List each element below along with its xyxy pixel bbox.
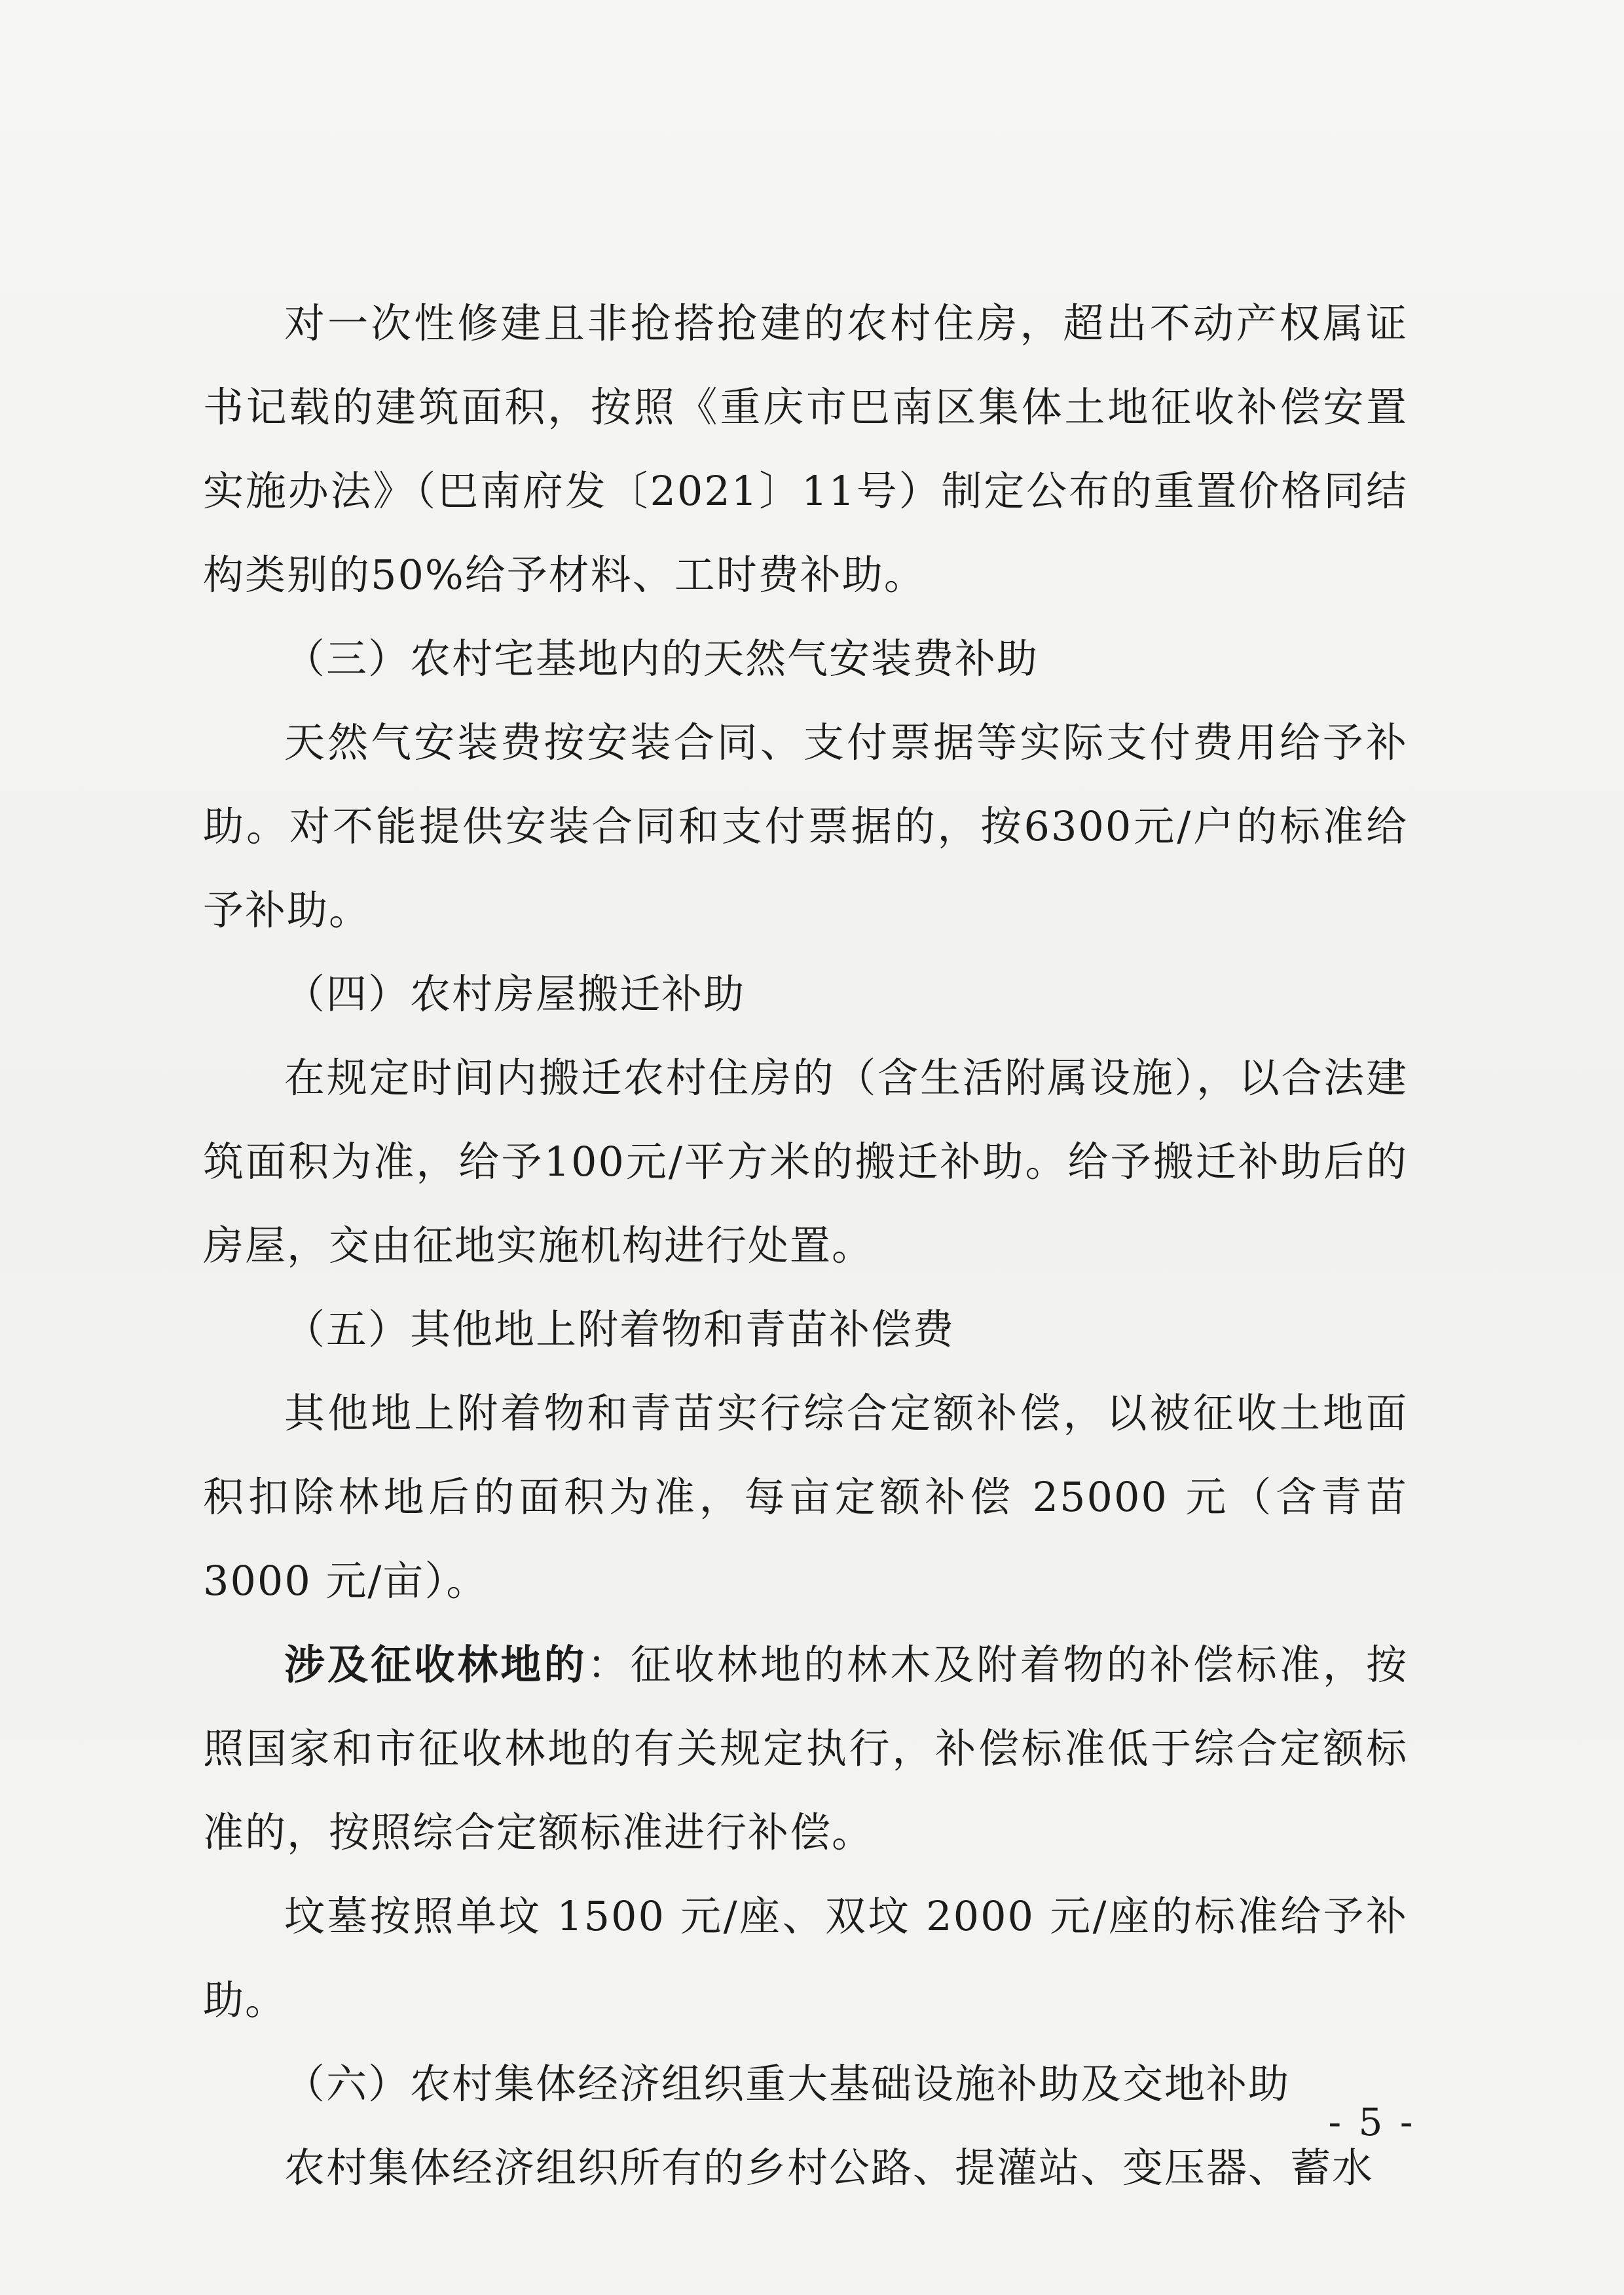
forest-land-lead: 涉及征收林地的 xyxy=(284,1641,587,1689)
paragraph-infrastructure-subsidy: 农村集体经济组织所有的乡村公路、提灌站、变压器、蓄水 xyxy=(284,2144,1375,2192)
page-number: - 5 - xyxy=(1328,2100,1416,2144)
document-body xyxy=(203,282,1408,2210)
paragraph-attachments-compensation: 其他地上附着物和青苗实行综合定额补偿，以被征收土地面积扣除林地后的面积为准，每亩定额补偿 25000 元（含青苗 3000 元/亩）。 xyxy=(203,1389,1408,1605)
paragraph-relocation-subsidy: 在规定时间内搬迁农村住房的（含生活附属设施），以合法建筑面积为准，给予100元/平方米的搬迁补助。给予搬迁补助后的房屋，交由征地实施机构进行处置。 xyxy=(203,1054,1408,1269)
section-heading-infrastructure-subsidy: （六）农村集体经济组织重大基础设施补助及交地补助 xyxy=(284,2060,1291,2108)
section-heading-attachments-compensation: （五）其他地上附着物和青苗补偿费 xyxy=(284,1305,955,1353)
forest-land-text: ：征收林地的林木及附着物的补偿标准，按照国家和市征收林地的有关规定执行，补偿标准低于综合定额标准的，按照综合定额标准进行补偿。 xyxy=(203,1641,1408,1856)
paragraph-forest-land xyxy=(203,1623,1408,1875)
paragraph-grave-subsidy: 坟墓按照单坟 1500 元/座、双坟 2000 元/座的标准给予补助。 xyxy=(203,1892,1408,2024)
paragraph-construction-area-subsidy: 对一次性修建且非抢搭抢建的农村住房，超出不动产权属证书记载的建筑面积，按照《重庆市巴南区集体土地征收补偿安置实施办法》（巴南府发〔2021〕11号）制定公布的重置价格同结构类别的50%给予材料、工时费补助。 xyxy=(203,299,1408,599)
section-heading-relocation-subsidy: （四）农村房屋搬迁补助 xyxy=(284,970,746,1018)
paragraph-natural-gas-subsidy: 天然气安装费按安装合同、支付票据等实际支付费用给予补助。对不能提供安装合同和支付票据的，按6300元/户的标准给予补助。 xyxy=(203,718,1408,934)
section-heading-natural-gas-subsidy: （三）农村宅基地内的天然气安装费补助 xyxy=(284,635,1039,682)
